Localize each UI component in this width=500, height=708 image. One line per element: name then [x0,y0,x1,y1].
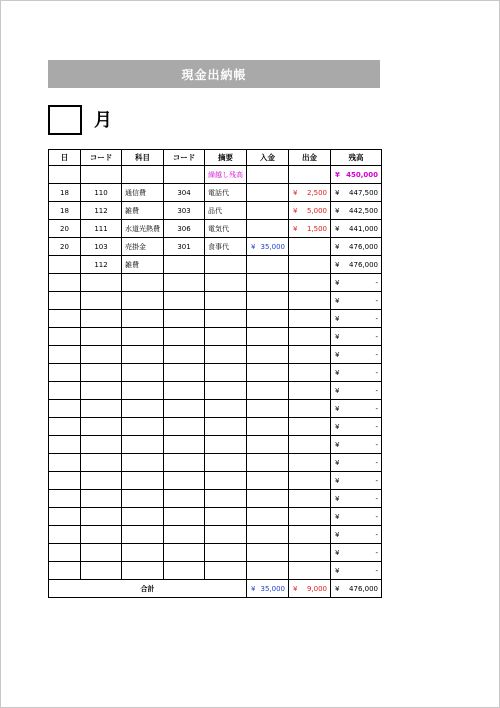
yen-symbol: ¥ [335,386,340,395]
code-cell[interactable]: 112 [81,256,122,274]
summary-cell[interactable] [205,256,247,274]
cell[interactable] [164,544,205,562]
withdrawal: 2,500 [306,188,327,197]
yen-symbol: ¥ [335,494,340,503]
balance-cell[interactable] [331,382,382,400]
cell[interactable] [289,292,331,310]
empty-balance: - [375,458,378,467]
total-withdrawal: 9,000 [306,584,327,593]
balance-cell[interactable] [331,400,382,418]
cell[interactable] [122,274,164,292]
cell[interactable] [164,292,205,310]
empty-balance: - [375,440,378,449]
cell[interactable] [49,400,81,418]
empty-balance: - [375,332,378,341]
balance-cell[interactable] [331,292,382,310]
code-cell[interactable]: 301 [164,238,205,256]
empty-row [49,508,382,526]
cell[interactable] [49,382,81,400]
cell[interactable] [49,166,81,184]
cell[interactable] [49,526,81,544]
empty-balance: - [375,476,378,485]
deposit-cell[interactable] [247,238,289,256]
empty-row [49,526,382,544]
cell[interactable] [205,310,247,328]
balance: 441,000 [349,224,378,233]
cell[interactable] [122,472,164,490]
balance-cell[interactable] [331,454,382,472]
cell[interactable] [247,436,289,454]
cell[interactable] [49,346,81,364]
balance-cell[interactable] [331,526,382,544]
cell[interactable] [205,544,247,562]
cell[interactable] [122,364,164,382]
cell[interactable] [122,382,164,400]
empty-balance: - [375,386,378,395]
cell[interactable] [205,292,247,310]
empty-row [49,400,382,418]
cell[interactable] [247,472,289,490]
balance-cell[interactable] [331,472,382,490]
header-withdrawal: 出金 [289,150,331,166]
cell[interactable] [247,310,289,328]
yen-symbol: ¥ [293,224,298,233]
balance-cell[interactable] [331,562,382,580]
cell[interactable] [164,310,205,328]
yen-symbol: ¥ [293,584,298,593]
empty-row [49,310,382,328]
yen-symbol: ¥ [335,188,340,197]
balance-cell[interactable] [331,346,382,364]
cell[interactable] [49,562,81,580]
cell[interactable] [81,274,122,292]
cell[interactable] [122,292,164,310]
cell[interactable] [49,490,81,508]
day-cell[interactable]: 18 [49,184,81,202]
balance-cell[interactable] [331,256,382,274]
cell[interactable] [164,472,205,490]
cell[interactable] [164,400,205,418]
cell[interactable] [289,400,331,418]
cell[interactable] [164,526,205,544]
yen-symbol: ¥ [335,458,340,467]
page-title: 現金出納帳 [48,60,380,88]
cell[interactable] [289,310,331,328]
withdrawal-cell[interactable] [289,184,331,202]
cell[interactable] [164,418,205,436]
deposit-cell[interactable] [247,184,289,202]
balance-cell[interactable] [331,184,382,202]
empty-balance: - [375,350,378,359]
yen-symbol: ¥ [335,422,340,431]
empty-balance: - [375,278,378,287]
yen-symbol: ¥ [335,368,340,377]
yen-symbol: ¥ [335,296,340,305]
balance-cell[interactable] [331,364,382,382]
summary-cell[interactable]: 電気代 [205,220,247,238]
cell[interactable] [247,400,289,418]
cell[interactable] [289,454,331,472]
cell[interactable] [247,454,289,472]
cell[interactable] [122,346,164,364]
table-row [49,220,382,238]
yen-symbol: ¥ [251,242,256,251]
cell[interactable] [247,292,289,310]
cell[interactable] [289,436,331,454]
table-row [49,202,382,220]
cell[interactable] [49,310,81,328]
yen-symbol: ¥ [335,566,340,575]
cell[interactable] [49,472,81,490]
empty-row [49,544,382,562]
deposit-cell[interactable] [247,202,289,220]
code-cell[interactable]: 110 [81,184,122,202]
cell[interactable] [164,346,205,364]
cell[interactable] [49,364,81,382]
yen-symbol: ¥ [335,512,340,521]
total-label: 合計 [49,580,247,598]
cell[interactable] [81,418,122,436]
balance-cell[interactable] [331,310,382,328]
total-deposit-cell [247,580,289,598]
cell[interactable] [205,274,247,292]
empty-row [49,364,382,382]
cell[interactable] [81,400,122,418]
cell[interactable] [81,472,122,490]
empty-row [49,562,382,580]
cash-ledger-table [48,149,382,598]
empty-balance: - [375,404,378,413]
yen-symbol: ¥ [335,278,340,287]
cell[interactable] [205,562,247,580]
deposit-cell[interactable] [247,220,289,238]
table-row [49,238,382,256]
cell[interactable] [164,562,205,580]
summary-cell[interactable]: 電話代 [205,184,247,202]
balance-cell[interactable] [331,220,382,238]
cell[interactable] [247,544,289,562]
cell[interactable] [81,526,122,544]
cell[interactable] [122,418,164,436]
empty-row [49,454,382,472]
empty-balance: - [375,530,378,539]
cell[interactable] [81,364,122,382]
empty-row [49,472,382,490]
table-row [49,184,382,202]
cell[interactable] [205,346,247,364]
cell[interactable] [164,166,205,184]
withdrawal-cell[interactable] [289,220,331,238]
yen-symbol: ¥ [335,332,340,341]
yen-symbol: ¥ [335,350,340,359]
code-cell[interactable]: 112 [81,202,122,220]
total-balance-cell [331,580,382,598]
month-label: 月 [94,110,112,131]
balance-cell[interactable] [331,508,382,526]
cell[interactable] [81,490,122,508]
yen-symbol: ¥ [335,314,340,323]
cell[interactable] [205,382,247,400]
cell[interactable] [247,382,289,400]
subject-cell[interactable]: 通信費 [122,184,164,202]
empty-balance: - [375,368,378,377]
balance: 447,500 [349,188,378,197]
cell[interactable] [205,436,247,454]
balance-cell[interactable] [331,418,382,436]
cell[interactable] [289,328,331,346]
withdrawal-cell[interactable] [289,202,331,220]
cell[interactable] [122,544,164,562]
balance-cell[interactable] [331,544,382,562]
cell[interactable] [49,544,81,562]
day-cell[interactable]: 20 [49,220,81,238]
total-row [49,580,382,598]
code-cell[interactable] [164,256,205,274]
code-cell[interactable]: 303 [164,202,205,220]
code-cell[interactable]: 103 [81,238,122,256]
cell[interactable] [81,292,122,310]
empty-row [49,436,382,454]
header-day: 日 [49,150,81,166]
cell[interactable] [289,364,331,382]
cell[interactable] [247,274,289,292]
table-row [49,256,382,274]
cell[interactable] [289,490,331,508]
empty-balance: - [375,494,378,503]
header-summary: 摘要 [205,150,247,166]
empty-row [49,382,382,400]
cell[interactable] [122,400,164,418]
cell[interactable] [81,544,122,562]
yen-symbol: ¥ [335,260,340,269]
cell[interactable] [289,508,331,526]
cell[interactable] [164,328,205,346]
code-cell[interactable]: 306 [164,220,205,238]
cell[interactable] [247,166,289,184]
carryover-balance-cell[interactable] [331,166,382,184]
header-code: コード [81,150,122,166]
yen-symbol: ¥ [335,224,340,233]
cell[interactable] [164,454,205,472]
cell[interactable] [289,472,331,490]
cell[interactable] [164,382,205,400]
cell[interactable] [247,490,289,508]
cell[interactable] [122,436,164,454]
balance: 476,000 [349,242,378,251]
carryover-row [49,166,382,184]
cell[interactable] [247,418,289,436]
cell[interactable] [122,508,164,526]
deposit: 35,000 [260,242,285,251]
withdrawal: 1,500 [306,224,327,233]
cell[interactable] [205,526,247,544]
subject-cell[interactable]: 売掛金 [122,238,164,256]
cell[interactable] [289,382,331,400]
balance: 442,500 [349,206,378,215]
cell[interactable] [49,292,81,310]
yen-symbol: ¥ [335,476,340,485]
balance-cell[interactable] [331,490,382,508]
subject-cell[interactable]: 雑費 [122,256,164,274]
cell[interactable] [122,526,164,544]
day-cell[interactable]: 18 [49,202,81,220]
cell[interactable] [205,490,247,508]
header-balance: 残高 [331,150,382,166]
cell[interactable] [205,364,247,382]
cell[interactable] [247,508,289,526]
yen-symbol: ¥ [335,242,340,251]
cell[interactable] [205,418,247,436]
empty-balance: - [375,296,378,305]
header-code: コード [164,150,205,166]
cell[interactable] [122,166,164,184]
cell[interactable] [164,274,205,292]
cell[interactable] [164,508,205,526]
cell[interactable] [81,328,122,346]
balance-cell[interactable] [331,328,382,346]
balance-cell[interactable] [331,274,382,292]
empty-row [49,328,382,346]
balance: 476,000 [349,260,378,269]
day-cell[interactable] [49,256,81,274]
yen-symbol: ¥ [335,170,340,179]
empty-balance: - [375,512,378,521]
carryover-balance: 450,000 [346,170,378,179]
cell[interactable] [122,490,164,508]
withdrawal-cell[interactable] [289,256,331,274]
empty-row [49,490,382,508]
cell[interactable] [81,508,122,526]
carryover-description[interactable]: 繰越し残高 [205,166,247,184]
cell[interactable] [289,274,331,292]
cell[interactable] [205,400,247,418]
cell[interactable] [49,436,81,454]
cell[interactable] [81,346,122,364]
yen-symbol: ¥ [335,530,340,539]
balance-cell[interactable] [331,436,382,454]
cell[interactable] [81,166,122,184]
cell[interactable] [81,310,122,328]
subject-cell[interactable]: 水道光熱費 [122,220,164,238]
empty-balance: - [375,314,378,323]
header-deposit: 入金 [247,150,289,166]
empty-balance: - [375,566,378,575]
cell[interactable] [164,490,205,508]
summary-cell[interactable]: 食事代 [205,238,247,256]
yen-symbol: ¥ [335,584,340,593]
yen-symbol: ¥ [335,440,340,449]
cell[interactable] [205,508,247,526]
total-balance: 476,000 [349,584,378,593]
cell[interactable] [289,562,331,580]
header-row [49,150,382,166]
cell[interactable] [49,274,81,292]
code-cell[interactable]: 111 [81,220,122,238]
withdrawal: 5,000 [306,206,327,215]
cell[interactable] [122,562,164,580]
cell[interactable] [205,454,247,472]
cell[interactable] [289,418,331,436]
total-deposit: 35,000 [260,584,285,593]
header-subject: 科目 [122,150,164,166]
cell[interactable] [164,364,205,382]
yen-symbol: ¥ [335,548,340,557]
yen-symbol: ¥ [335,206,340,215]
cell[interactable] [247,328,289,346]
empty-row [49,418,382,436]
cell[interactable] [289,526,331,544]
cell[interactable] [247,346,289,364]
cell[interactable] [122,454,164,472]
cell[interactable] [122,310,164,328]
withdrawal-cell[interactable] [289,238,331,256]
cell[interactable] [289,166,331,184]
cell[interactable] [289,544,331,562]
cell[interactable] [205,328,247,346]
cell[interactable] [49,418,81,436]
cell[interactable] [122,328,164,346]
yen-symbol: ¥ [335,404,340,413]
cell[interactable] [49,508,81,526]
cell[interactable] [164,436,205,454]
cell[interactable] [81,382,122,400]
deposit-cell[interactable] [247,256,289,274]
yen-symbol: ¥ [251,584,256,593]
cell[interactable] [247,562,289,580]
yen-symbol: ¥ [293,206,298,215]
balance-cell[interactable] [331,202,382,220]
cell[interactable] [205,472,247,490]
empty-row [49,292,382,310]
cell[interactable] [49,328,81,346]
yen-symbol: ¥ [293,188,298,197]
empty-row [49,274,382,292]
cell[interactable] [247,364,289,382]
cell[interactable] [81,562,122,580]
month-input-box[interactable] [48,105,82,135]
cell[interactable] [49,454,81,472]
cell[interactable] [289,346,331,364]
cell[interactable] [81,454,122,472]
code-cell[interactable]: 304 [164,184,205,202]
cell[interactable] [81,436,122,454]
day-cell[interactable]: 20 [49,238,81,256]
empty-row [49,346,382,364]
empty-balance: - [375,548,378,557]
balance-cell[interactable] [331,238,382,256]
cell[interactable] [247,526,289,544]
total-withdrawal-cell [289,580,331,598]
subject-cell[interactable]: 雑費 [122,202,164,220]
empty-balance: - [375,422,378,431]
summary-cell[interactable]: 品代 [205,202,247,220]
